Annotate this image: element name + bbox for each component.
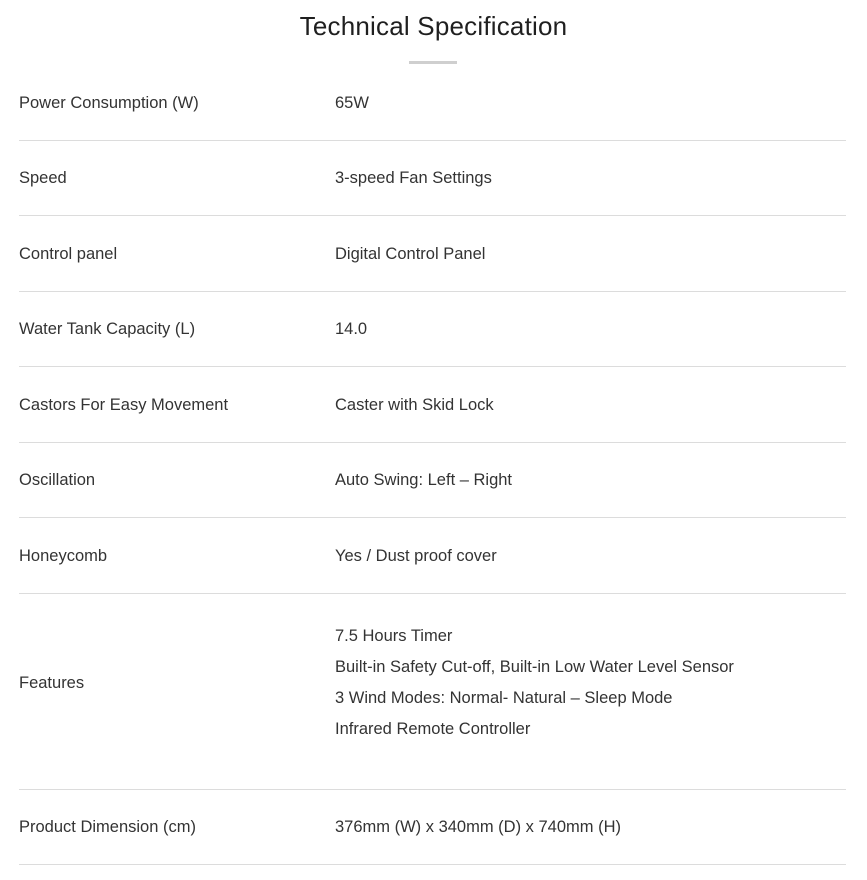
spec-value: Yes / Dust proof cover	[335, 546, 497, 565]
spec-label: Oscillation	[19, 471, 96, 489]
spec-row-castors	[19, 367, 846, 443]
spec-value: Caster with Skid Lock	[335, 395, 494, 414]
spec-value: Auto Swing: Left – Right	[335, 471, 513, 489]
spec-row-water-tank	[19, 292, 846, 367]
spec-row-honeycomb	[19, 518, 846, 594]
spec-label: Product Dimension (cm)	[19, 818, 196, 836]
spec-row-dimension	[19, 790, 846, 865]
spec-row-power	[19, 65, 846, 141]
spec-label: Honeycomb	[19, 546, 108, 565]
feature-line: 3 Wind Modes: Normal- Natural – Sleep Mode	[335, 688, 673, 707]
spec-label: Power Consumption (W)	[19, 93, 199, 112]
spec-value: 65W	[335, 93, 369, 112]
spec-row-speed	[19, 141, 846, 216]
spec-value-list	[335, 621, 846, 745]
spec-label: Speed	[19, 169, 67, 187]
page-title: Technical Specification	[299, 11, 568, 41]
spec-label: Castors For Easy Movement	[19, 395, 229, 414]
spec-value: 3-speed Fan Settings	[335, 169, 492, 187]
spec-row-features	[19, 594, 846, 790]
spec-value: 14.0	[335, 320, 368, 338]
spec-table	[19, 65, 846, 865]
spec-label: Features	[19, 673, 85, 692]
feature-line: Infrared Remote Controller	[335, 719, 531, 738]
feature-line: Built-in Safety Cut-off, Built-in Low Water Level Sensor	[335, 657, 734, 676]
spec-row-oscillation	[19, 443, 846, 518]
spec-row-control-panel	[19, 216, 846, 292]
spec-value: 376mm (W) x 340mm (D) x 740mm (H)	[335, 818, 622, 836]
spec-value: Digital Control Panel	[335, 244, 486, 263]
title-underline	[409, 61, 457, 64]
spec-label: Water Tank Capacity (L)	[19, 320, 196, 338]
spec-label: Control panel	[19, 244, 118, 263]
feature-line: 7.5 Hours Timer	[335, 626, 453, 645]
